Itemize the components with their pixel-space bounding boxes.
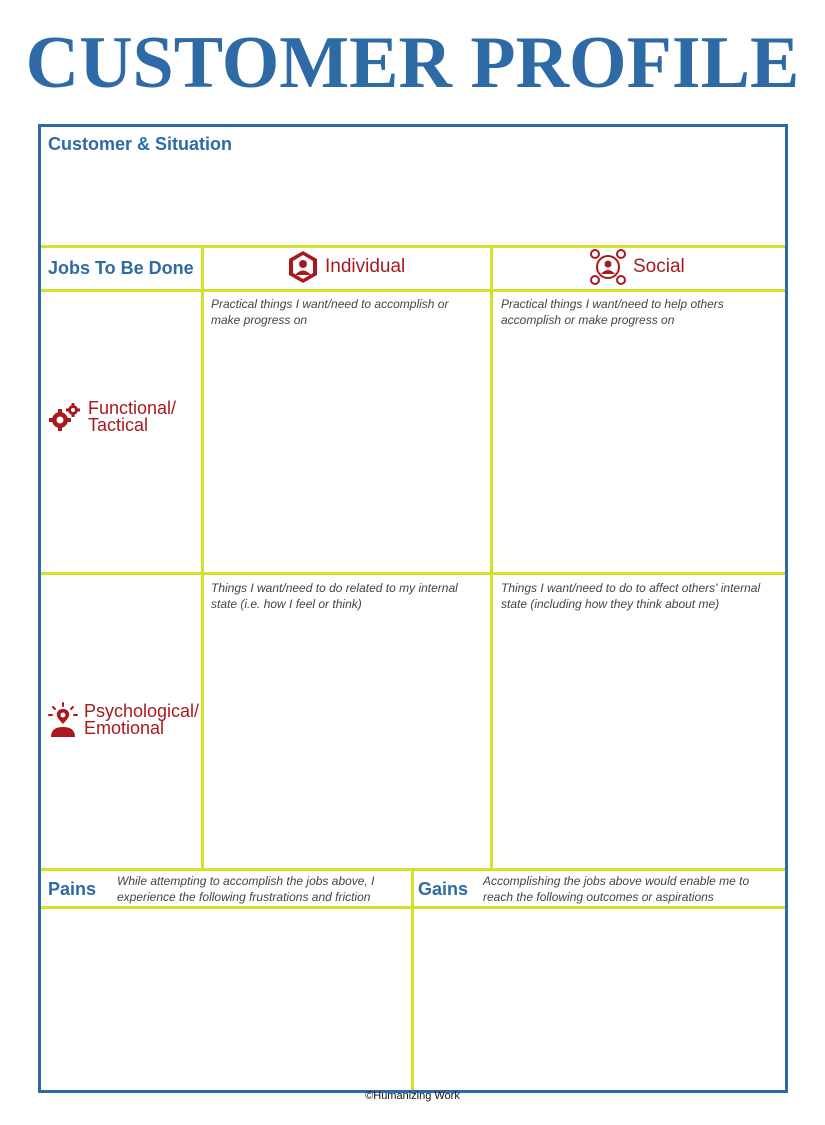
- gains-area[interactable]: [414, 909, 785, 1087]
- functional-social-hint: Practical things I want/need to help others accomplish or make progress on: [501, 297, 724, 327]
- column-individual-label: Individual: [325, 256, 406, 277]
- functional-individual-hint: Practical things I want/need to accomplish or make progress on: [211, 297, 449, 327]
- customer-situation-label: Customer & Situation: [48, 134, 233, 154]
- people-network-icon: [589, 249, 627, 285]
- person-hexagon-icon: [287, 250, 319, 284]
- customer-situation-area[interactable]: [41, 160, 785, 244]
- gains-hint: Accomplishing the jobs above would enable me to reach the following outcomes or aspirations: [483, 874, 750, 904]
- copyright-footer: ©Humanizing Work: [365, 1090, 460, 1102]
- row-psychological-label: [48, 702, 199, 738]
- psychological-social-area[interactable]: [493, 616, 785, 868]
- row-psychological-line1: Psychological/: [84, 701, 200, 721]
- row-functional-label: [48, 400, 176, 434]
- gears-icon: [48, 400, 82, 434]
- divider-functional: [41, 572, 785, 575]
- row-functional-line2: Tactical: [88, 415, 149, 435]
- functional-social-area[interactable]: [493, 332, 785, 572]
- psychological-individual-area[interactable]: [204, 616, 490, 868]
- gains-label: Gains: [418, 879, 469, 899]
- pains-hint: While attempting to accomplish the jobs above, I experience the following frustrations and friction: [117, 874, 375, 904]
- row-functional-line1: Functional/: [88, 398, 177, 418]
- row-psychological-line2: Emotional: [84, 718, 165, 738]
- page-title: CUSTOMER PROFILE: [25, 22, 800, 104]
- column-social-label: Social: [633, 256, 685, 277]
- pains-area[interactable]: [41, 909, 411, 1087]
- column-individual: [287, 249, 405, 285]
- person-idea-icon: [48, 702, 78, 738]
- functional-individual-area[interactable]: [204, 332, 490, 572]
- divider-situation: [41, 245, 785, 248]
- jobs-label: Jobs To Be Done: [48, 258, 194, 278]
- pains-label: Pains: [48, 879, 97, 899]
- column-social: [589, 249, 685, 285]
- psychological-social-hint: Things I want/need to do to affect others' internal state (including how they think about me): [501, 581, 761, 611]
- divider-jobs-header: [41, 289, 785, 292]
- psychological-individual-hint: Things I want/need to do related to my internal state (i.e. how I feel or think): [211, 581, 458, 611]
